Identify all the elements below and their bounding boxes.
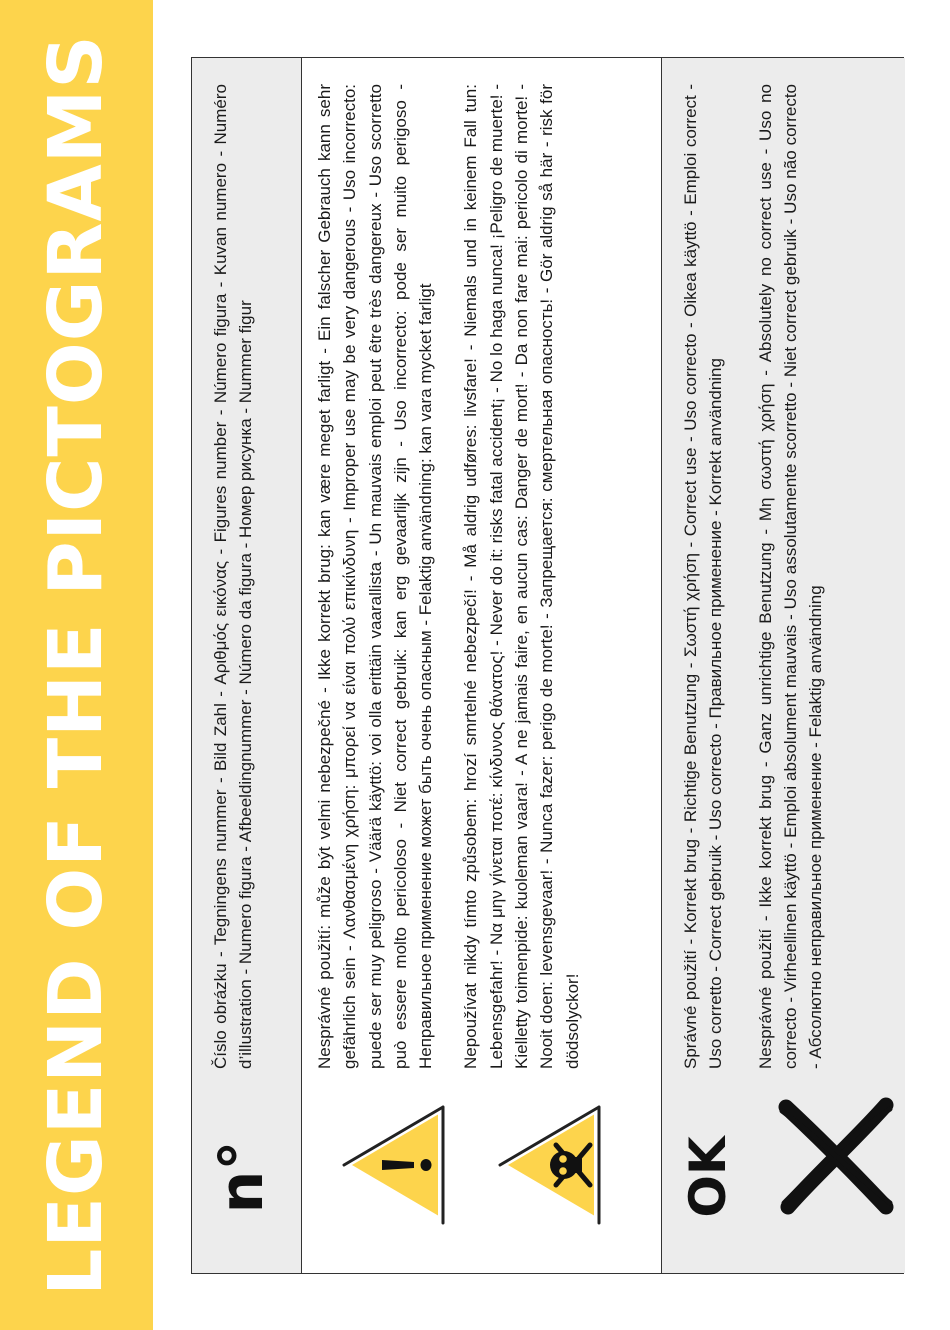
- warning-exclamation-icon: [342, 1105, 446, 1225]
- fatal-danger-warning-text: Nepoužívat nikdy tímto způsobem: hrozí smrtelné nebezpečí! - Må aldrig udføres: livsfare! - Niemals und in keinem Fall tun: Lebensgefahr! - Να μην γίνεται ποτέ: κίνδυνος θάνατος! - Never do it: risks fatal accident¡ - No lo haga nunca! ¡Peligro de muerte! - Kielletty toimenpide: kuoleman vaara! - A ne jamais faire, en aucun cas: Danger de mort! - Da non fare mai: pericolo di morte! - Nooit doen: levensgevaar! - Nunca fazer: perigo de morte! - Запрещается: смертельная опасность! - Gör aldrig så här - risk för dödsolyckor!: [461, 84, 582, 1069]
- legend-row-usage: [662, 58, 905, 1273]
- legend-row-danger: [302, 58, 662, 1273]
- legend-text-cell: [192, 58, 301, 1081]
- improper-use-warning-text: Nesprávné použití: může být velmi nebezpečné - Ikke korrekt brug: kan være meget farligt - Ein falscher Gebrauch kann sehr gefährlich sein - Λανθασμένη χρήση: μπορεί να είναι πολύ επικίνδυνη - Improper use may be very dangerous - Uso incorrecto: puede ser muy peligroso - Väärä käyttö: voi olla erittäin vaarallista - Un mauvais emploi peut être très dangereux - Uso scorretto può essere molto pericoloso - Niet correct gebruik: kan erg gevaarlijk zijn - Uso incorrecto: pode ser muito perigoso - Неправильное применение может быть очень опасным - Felaktig användning: kan vara mycket farligt: [315, 84, 436, 1069]
- incorrect-use-text: Nesprávné použití - Ikke korrekt brug - Ganz unrichtige Benutzung - Μη σωστή χρήση - Absolutely no correct use - Uso no correcto - Virheellinen käyttö - Emploi absolument mauvais - Uso assolutamente scorretto - Niet correct gebruik - Uso não correcto - Абсолютно неправильное применение - Felaktig användning: [755, 84, 826, 1069]
- legend-text-cell: [302, 58, 661, 1081]
- yellow-title-band: [0, 0, 153, 1330]
- legend-symbol-cell: [192, 1081, 301, 1273]
- legend-table: [191, 57, 904, 1274]
- correct-use-text: Správné použití - Korrekt brug - Richtige Benutzung - Σωστή χρήση - Correct use - Uso correcto - Oikea käyttö - Emploi correct - Uso corretto - Correct gebruik - Uso correcto - Правильное применение - Korrekt användning: [681, 84, 726, 1069]
- danger-skull-icon: [498, 1105, 602, 1225]
- figure-number-text: Číslo obrázku - Tegningens nummer - Bild Zahl - Αριθμός εικόνας - Figures number - Número figura - Kuvan numero - Numéro d’illustration - Numero figura - Afbeeldingnummer - Número da figura - Номер рисунка - Nummer figur: [211, 84, 256, 1069]
- ok-symbol: OK: [679, 1136, 737, 1218]
- page-title: LEGEND OF THE PICTOGRAMS: [33, 34, 119, 1296]
- number-sign-symbol: n°: [207, 1140, 277, 1214]
- legend-text-cell: [662, 58, 905, 1081]
- legend-symbol-cell: [302, 1081, 661, 1273]
- legend-symbol-cell: [662, 1081, 905, 1273]
- cross-icon: [776, 1097, 896, 1217]
- legend-row-figure-number: [192, 58, 302, 1273]
